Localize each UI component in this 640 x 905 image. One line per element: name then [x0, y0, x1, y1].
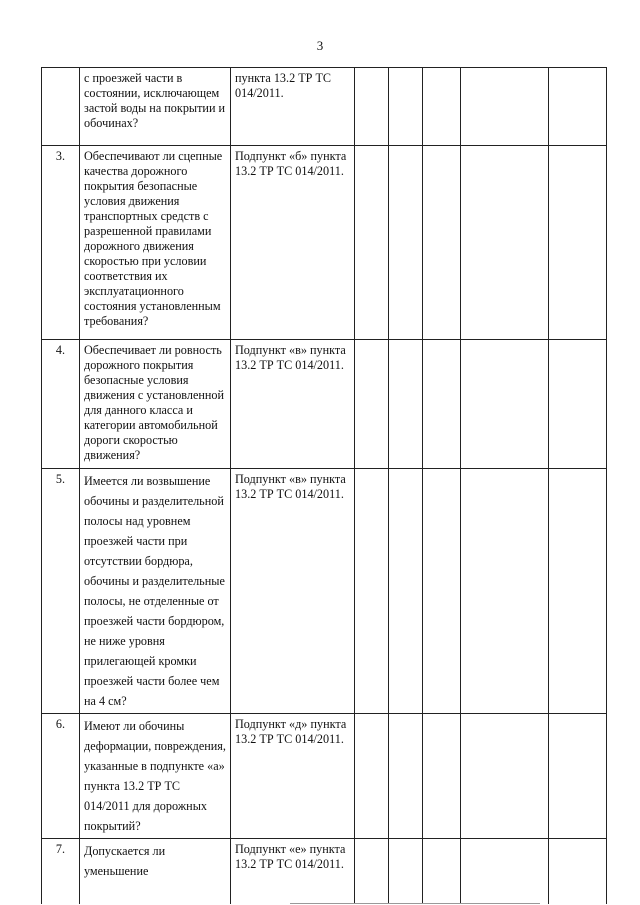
remarks-cell	[549, 340, 607, 469]
answer-cell-na	[423, 839, 461, 905]
answer-cell-yes	[355, 469, 389, 714]
table-row	[42, 714, 607, 839]
regulation-reference: пункта 13.2 ТР ТС 014/2011.	[231, 68, 355, 146]
requirement-question: Имеют ли обочины деформации, повреждения, указанные в подпункте «а» пункта 13.2 ТР ТС 014/2011 для дорожных покрытий?	[80, 714, 231, 839]
table-row	[42, 340, 607, 469]
notes-cell	[461, 839, 549, 905]
remarks-cell	[549, 839, 607, 905]
remarks-cell	[549, 68, 607, 146]
answer-cell-yes	[355, 68, 389, 146]
table-row	[42, 839, 607, 905]
row-number: 6.	[42, 714, 80, 839]
answer-cell-na	[423, 68, 461, 146]
regulation-reference: Подпункт «е» пункта 13.2 ТР ТС 014/2011.	[231, 839, 355, 905]
notes-cell	[461, 714, 549, 839]
table-row	[42, 469, 607, 714]
answer-cell-na	[423, 469, 461, 714]
table-row	[42, 68, 607, 146]
answer-cell-no	[389, 340, 423, 469]
page-number: 3	[316, 38, 324, 53]
answer-cell-yes	[355, 839, 389, 905]
requirement-question: с проезжей части в состоянии, исключающем застой воды на покрытии и обочинах?	[80, 68, 231, 146]
regulation-reference: Подпункт «д» пункта 13.2 ТР ТС 014/2011.	[231, 714, 355, 839]
answer-cell-yes	[355, 714, 389, 839]
answer-cell-no	[389, 469, 423, 714]
checklist-table	[41, 67, 607, 904]
row-number: 3.	[42, 146, 80, 340]
requirement-question: Обеспечивает ли ровность дорожного покрытия безопасные условия движения с установленной для данного класса и категории автомобильной дороги скоростью движения?	[80, 340, 231, 469]
regulation-reference: Подпункт «в» пункта 13.2 ТР ТС 014/2011.	[231, 469, 355, 714]
row-number: 4.	[42, 340, 80, 469]
answer-cell-na	[423, 146, 461, 340]
answer-cell-na	[423, 714, 461, 839]
notes-cell	[461, 146, 549, 340]
requirement-question: Допускается ли уменьшение	[80, 839, 231, 905]
remarks-cell	[549, 714, 607, 839]
requirement-question: Обеспечивают ли сцепные качества дорожного покрытия безопасные условия движения транспортных средств с разрешенной правилами дорожного движения скоростью при условии соответствия их эксплуатационного состояния установленным требования?	[80, 146, 231, 340]
answer-cell-no	[389, 146, 423, 340]
row-number: 7.	[42, 839, 80, 905]
row-number: 5.	[42, 469, 80, 714]
answer-cell-yes	[355, 340, 389, 469]
notes-cell	[461, 340, 549, 469]
notes-cell	[461, 68, 549, 146]
table-row	[42, 146, 607, 340]
checklist-body	[42, 68, 607, 905]
regulation-reference: Подпункт «в» пункта 13.2 ТР ТС 014/2011.	[231, 340, 355, 469]
remarks-cell	[549, 469, 607, 714]
remarks-cell	[549, 146, 607, 340]
requirement-question: Имеется ли возвышение обочины и разделительной полосы над уровнем проезжей части при отсутствии бордюра, обочины и разделительные полосы, не отделенные от проезжей части бордюром, не ниже уровня прилегающей кромки проезжей части более чем на 4 см?	[80, 469, 231, 714]
answer-cell-yes	[355, 146, 389, 340]
row-number	[42, 68, 80, 146]
answer-cell-no	[389, 68, 423, 146]
regulation-reference: Подпункт «б» пункта 13.2 ТР ТС 014/2011.	[231, 146, 355, 340]
answer-cell-no	[389, 714, 423, 839]
bottom-rule	[290, 903, 540, 904]
answer-cell-na	[423, 340, 461, 469]
notes-cell	[461, 469, 549, 714]
answer-cell-no	[389, 839, 423, 905]
